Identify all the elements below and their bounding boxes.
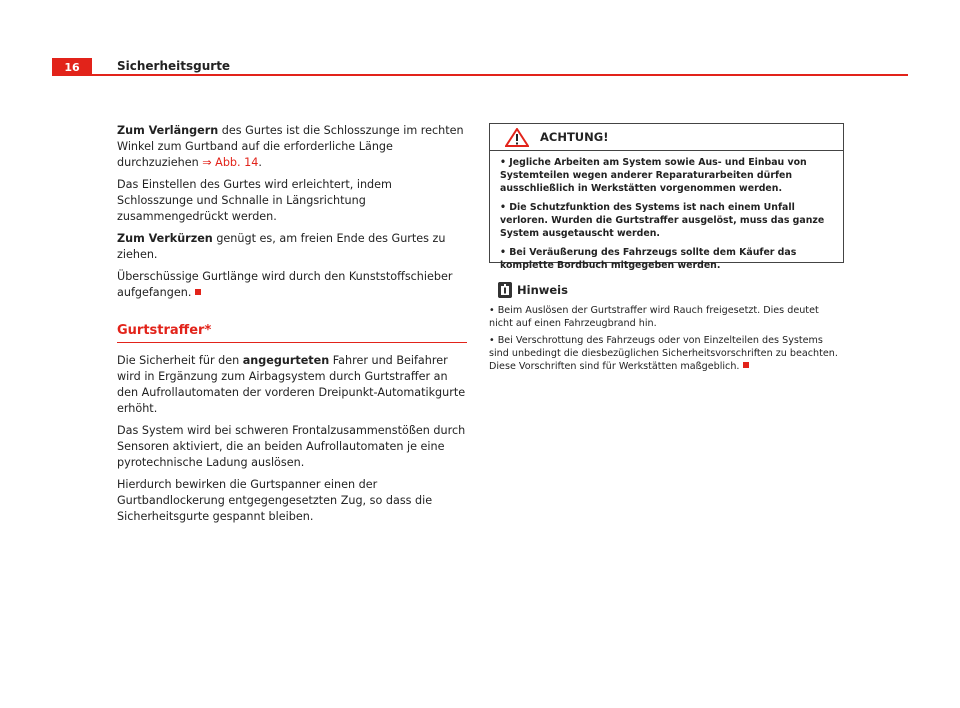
paragraph-gurtspanner: Hierdurch bewirken die Gurtspanner einen der Gurtbandlockerung entgegengesetzten Zug, so dass die Sicherheitsgurte gespannt bleiben. — [117, 478, 433, 523]
end-mark-icon — [743, 362, 749, 368]
text-verlaengern-end: . — [258, 156, 262, 169]
warning-box — [489, 123, 844, 271]
info-note-icon — [498, 282, 512, 298]
warning-body — [490, 151, 843, 272]
term-verkuerzen: Zum Verkürzen — [117, 232, 213, 245]
page-header-title: Sicherheitsgurte — [117, 59, 231, 73]
header-rule — [52, 74, 908, 76]
section-title-gurtstraffer: Gurtstraffer* — [117, 323, 212, 338]
term-angegurteten: angegurteten — [242, 354, 330, 367]
figure-reference-link[interactable]: ⇒ Abb. 14 — [202, 156, 259, 169]
page-number: 16 — [52, 58, 92, 75]
warning-item: • Bei Veräußerung des Fahrzeugs sollte dem Käufer das komplette Bordbuch mitgegeben werden. — [500, 247, 797, 271]
text-ueberschuss: Überschüssige Gurtlänge wird durch den Kunststoffschieber aufgefangen. — [117, 270, 453, 299]
hint-body — [489, 304, 839, 373]
section-rule — [117, 342, 467, 343]
hint-item: • Beim Auslösen der Gurtstraffer wird Rauch freigesetzt. Dies deutet nicht auf einen Fahrzeugbrand hin. — [489, 305, 819, 329]
warning-triangle-icon — [505, 128, 529, 147]
text-verlaengern: des Gurtes ist die Schlosszunge im rechten Winkel zum Gurtband auf die erforderliche Länge durchzuziehen — [117, 124, 464, 169]
paragraph-einstellen: Das Einstellen des Gurtes wird erleichtert, indem Schlosszunge und Schnalle in Längsrichtung zusammengedrückt werden. — [117, 178, 392, 223]
hint-box — [489, 282, 839, 377]
warning-header — [490, 124, 843, 151]
hint-item-text: • Bei Verschrottung des Fahrzeugs oder von Einzelteilen des Systems sind unbedingt die diesbezüglichen Sicherheitsvorschriften zu beachten. Diese Vorschriften sind für Werkstätten maßgeblich. — [489, 335, 838, 372]
paragraph-sicherheit — [117, 353, 467, 417]
warning-item: • Die Schutzfunktion des Systems ist nach einem Unfall verloren. Wurden die Gurtstraffer ausgelöst, muss das ganze System ausgetauscht werden. — [500, 202, 825, 239]
left-column — [117, 123, 467, 531]
warning-item: • Jegliche Arbeiten am System sowie Aus- und Einbau von Systemteilen wegen anderer Reparaturarbeiten dürfen ausschließlich in Werkstätten vorgenommen werden. — [500, 157, 807, 194]
hint-item — [489, 334, 839, 373]
paragraph-verkuerzen — [117, 231, 467, 263]
text-sicherheit-start: Die Sicherheit für den — [117, 354, 243, 367]
paragraph-verlaengern — [117, 123, 467, 171]
paragraph-ueberschuss — [117, 269, 467, 301]
end-mark-icon — [195, 289, 201, 295]
term-verlaengern: Zum Verlängern — [117, 124, 219, 137]
hint-header — [489, 282, 839, 302]
text-sicherheit-end: Fahrer und Beifahrer wird in Ergänzung zum Airbagsystem durch Gurtstraffer an den Aufrollautomaten der vorderen Dreipunkt-Automatikgurte erhöht. — [117, 354, 466, 415]
paragraph-system: Das System wird bei schweren Frontalzusammenstößen durch Sensoren aktiviert, die an beiden Aufrollautomaten je eine pyrotechnische Ladung auslösen. — [117, 424, 466, 469]
hint-title: Hinweis — [517, 283, 568, 297]
text-verkuerzen: genügt es, am freien Ende des Gurtes zu ziehen. — [117, 232, 446, 261]
warning-title: ACHTUNG! — [540, 130, 609, 144]
